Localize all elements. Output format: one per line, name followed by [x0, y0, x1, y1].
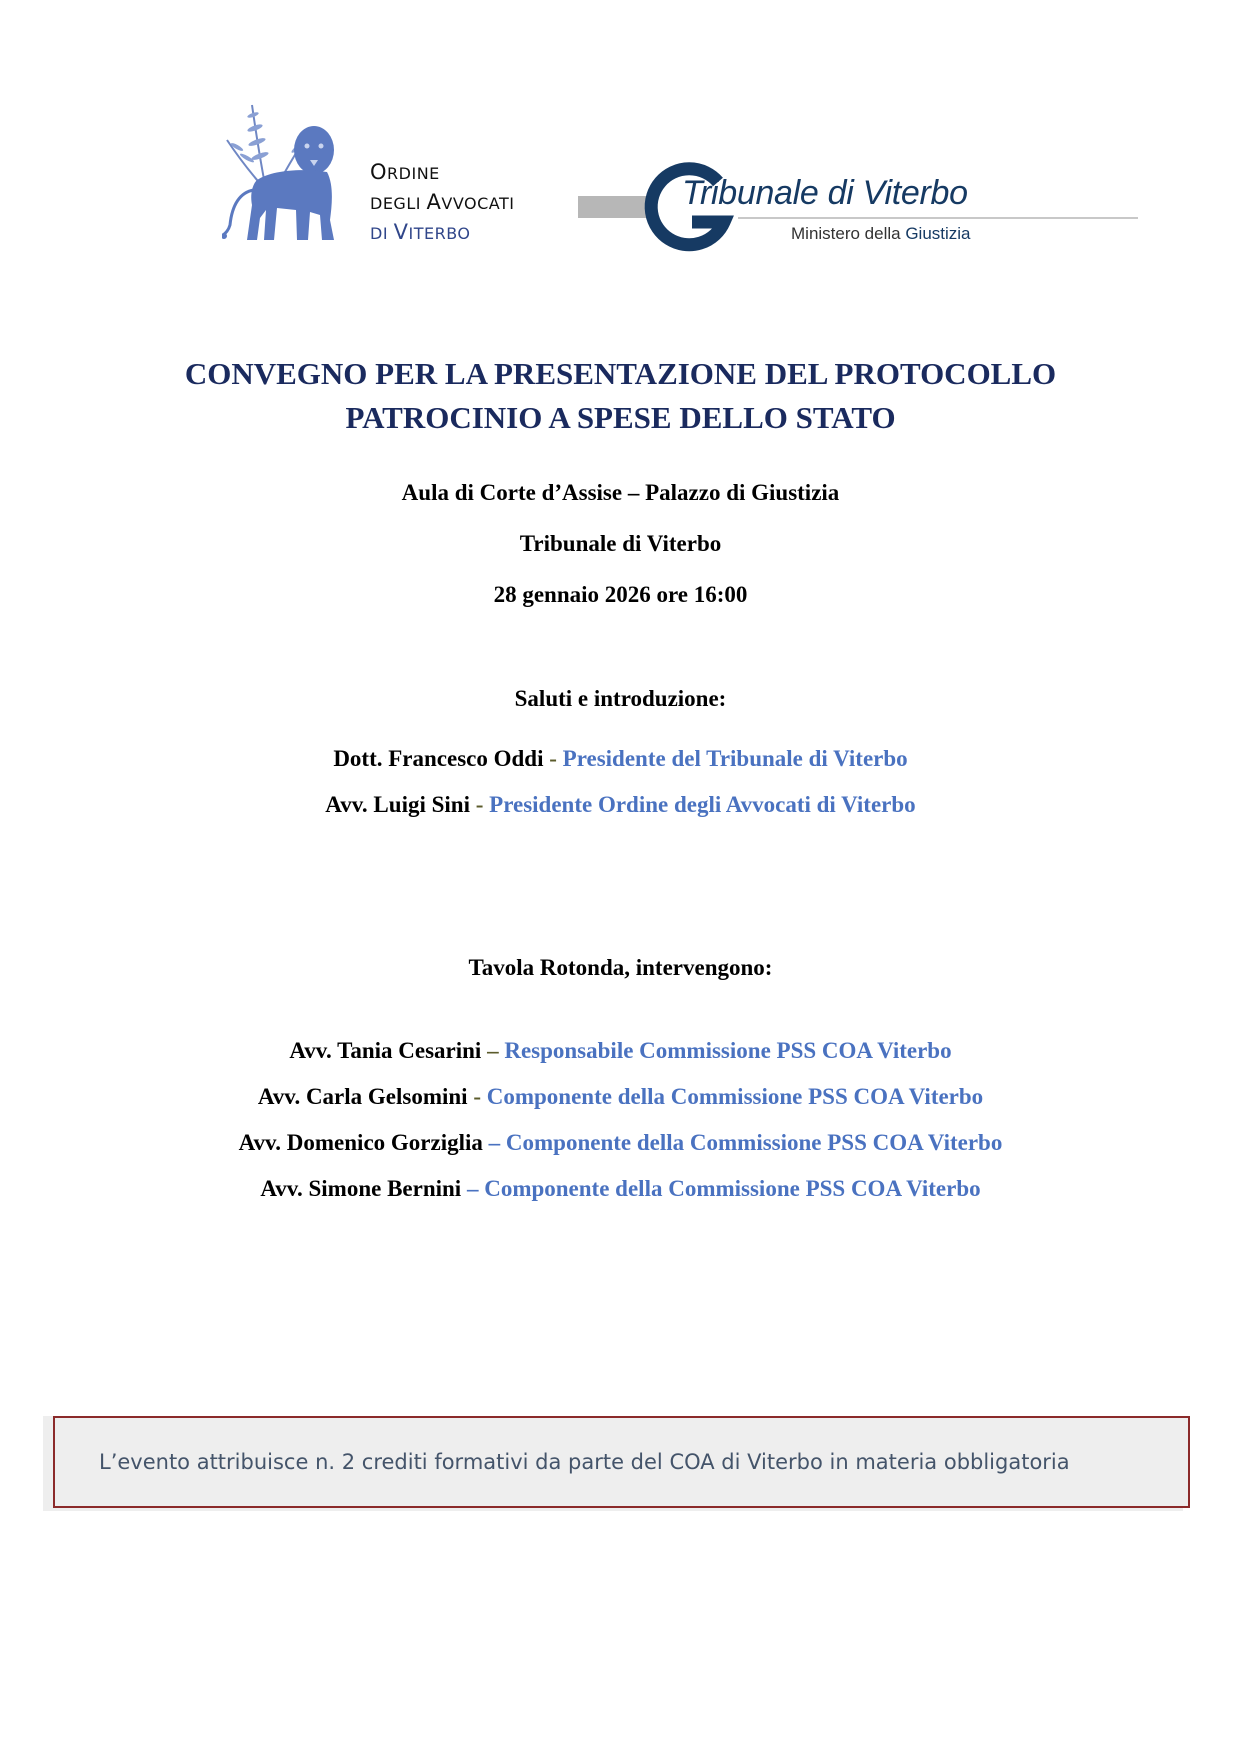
round-table-speaker [0, 1130, 1241, 1156]
tribunale-viterbo-logo [578, 160, 1138, 260]
speaker-role: Componente della Commissione PSS COA Viterbo [486, 1084, 984, 1109]
event-title-line-1: CONVEGNO PER LA PRESENTAZIONE DEL PROTOCOLLO [184, 356, 1057, 391]
greetings-heading: Saluti e introduzione: [514, 686, 727, 711]
speaker-separator: – [481, 1038, 505, 1063]
ordine-line-1: ORDINE [370, 160, 440, 184]
event-datetime: 28 gennaio 2026 ore 16:00 [493, 582, 748, 607]
round-table-speaker [0, 1038, 1241, 1064]
event-court: Tribunale di Viterbo [519, 531, 722, 556]
speaker-name: Avv. Tania Cesarini [289, 1038, 482, 1063]
speaker-role: Presidente Ordine degli Avvocati di Viterbo [489, 792, 916, 817]
speaker-name: Avv. Luigi Sini [325, 792, 470, 817]
speaker-name: Avv. Simone Bernini [260, 1176, 462, 1201]
speaker-name: Dott. Francesco Oddi [333, 746, 544, 771]
speaker-role: Componente della Commissione PSS COA Viterbo [505, 1130, 1003, 1155]
logo-gray-bar [578, 196, 648, 218]
round-table-speaker [0, 1176, 1241, 1202]
speaker-name: Avv. Domenico Gorziglia [238, 1130, 483, 1155]
speaker-separator: – [482, 1130, 506, 1155]
event-title [0, 352, 1241, 440]
giustizia-highlight: Giustizia [905, 224, 971, 243]
greeting-speaker [0, 792, 1241, 818]
speaker-separator: – [461, 1176, 485, 1201]
speaker-role: Componente della Commissione PSS COA Viterbo [484, 1176, 981, 1201]
greeting-speaker [0, 746, 1241, 772]
event-title-line-2: PATROCINIO A SPESE DELLO STATO [345, 400, 896, 435]
speaker-role: Responsabile Commissione PSS COA Viterbo [504, 1038, 952, 1063]
speaker-role: Presidente del Tribunale di Viterbo [562, 746, 908, 771]
speaker-separator: - [467, 1084, 487, 1109]
credits-text: L’evento attribuisce n. 2 crediti formativi da parte del COA di Viterbo in materia obbligatoria [99, 1450, 1070, 1474]
speaker-name: Avv. Carla Gelsomini [257, 1084, 468, 1109]
lion-icon [222, 100, 357, 245]
ordine-line-3: DI VITERBO [370, 220, 471, 244]
credits-box [53, 1416, 1190, 1508]
event-venue: Aula di Corte d’Assise – Palazzo di Giustizia [401, 480, 840, 505]
round-table-heading: Tavola Rotonda, intervengono: [468, 955, 773, 980]
ordine-line-2: DEGLI AVVOCATI [370, 190, 515, 214]
speaker-separator: - [543, 746, 563, 771]
tribunale-rule [738, 217, 1138, 219]
ordine-avvocati-text [370, 158, 515, 248]
speaker-separator: - [469, 792, 490, 817]
ordine-avvocati-logo [222, 100, 552, 250]
tribunale-title: Tribunale di Viterbo [682, 174, 968, 212]
tribunale-subtitle: Ministero della Giustizia [791, 224, 971, 243]
round-table-speaker [0, 1084, 1241, 1110]
